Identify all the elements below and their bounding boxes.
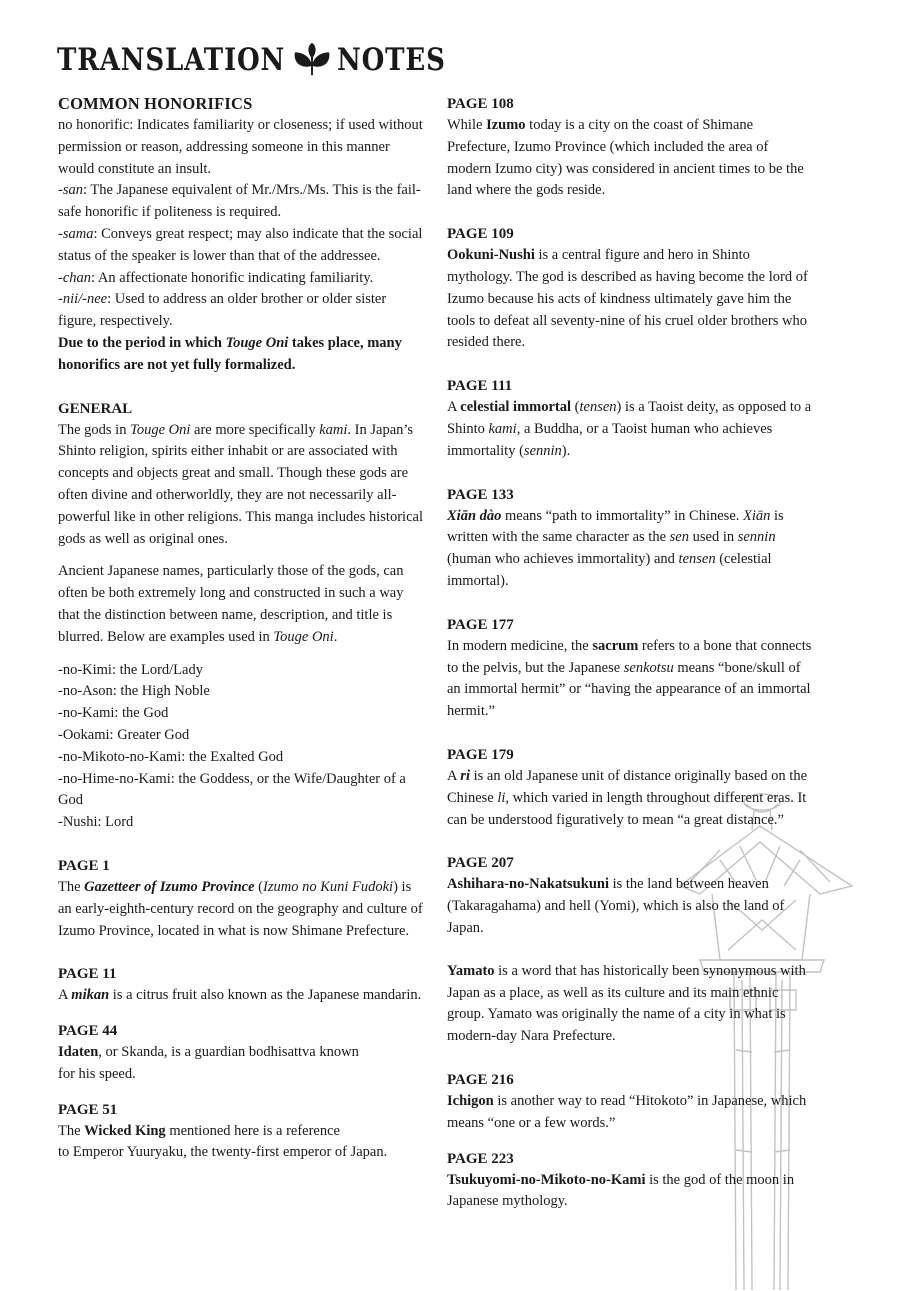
left-column [58,93,423,1177]
right-column [447,93,815,1226]
note-page-11 [58,963,423,1007]
list-item: -no-Ason: the High Noble [58,683,210,700]
list-item: -no-Kami: the God [58,705,169,722]
note-heading: PAGE 179 [447,746,514,763]
honorific-item: -chan: An affectionate honorific indicating familiarity. [58,269,374,286]
note-body: Ashihara-no-Nakatsukuni is the land between heaven (Takaragahama) and hell (Yomi), which is also the land of Japan. [447,876,785,936]
honorific-note: Due to the period in which Touge Oni takes place, many honorifics are not yet fully formalized. [58,334,402,373]
note-body: Xiān dào means “path to immortality” in Chinese. Xiān is written with the same character as the sen used in sennin (human who achieves immortality) and tensen (celestial immortal). [447,507,784,589]
honorific-item: -nii/-nee: Used to address an older brother or older sister figure, respectively. [58,291,387,330]
page-header [57,40,446,80]
note-page-51 [58,1099,423,1165]
general-paragraph: The gods in Touge Oni are more specifically kami. In Japan’s Shinto religion, spirits either inhabit or are associated with concepts and objects great and small. Though these gods are often divine and otherworldly, they are not necessarily all-powerful like in other religions. This manga includes historical gods as well as original ones. [58,421,423,547]
note-page-179 [447,744,815,831]
note-heading: PAGE 216 [447,1071,514,1088]
section-heading: COMMON HONORIFICS [58,94,253,113]
note-page-207 [447,852,815,1048]
honorifics-section [58,93,423,377]
note-page-1 [58,855,423,942]
note-body: Tsukuyomi-no-Mikoto-no-Kami is the god of the moon in Japanese mythology. [447,1171,795,1210]
note-body: A ri is an old Japanese unit of distance originally based on the Chinese li, which varied in length throughout different eras. It can be understood figuratively to mean “a great distance.” [447,767,808,828]
note-body: A celestial immortal (tensen) is a Taoist deity, as opposed to a Shinto kami, a Buddha, or a Taoist human who achieves immortality (sennin). [447,399,812,459]
section-heading: GENERAL [58,400,133,417]
note-heading: PAGE 1 [58,857,110,874]
note-heading: PAGE 11 [58,966,117,983]
note-heading: PAGE 177 [447,616,514,633]
list-item: -no-Hime-no-Kami: the Goddess, or the Wife/Daughter of a God [58,770,406,809]
note-page-216 [447,1069,815,1135]
general-section [58,398,423,834]
note-heading: PAGE 51 [58,1101,118,1118]
note-body: In modern medicine, the sacrum refers to a bone that connects to the pelvis, but the Japanese senkotsu means “bone/skull of an immortal hermit” or “having the appearance of an immortal hermit.” [447,637,812,720]
note-page-177 [447,614,815,723]
honorific-item: -san: The Japanese equivalent of Mr./Mrs./Ms. This is the fail-safe honorific if politeness is required. [58,182,421,221]
name-suffix-list [58,660,423,834]
page-title-word-translation: TRANSLATION [57,42,286,78]
note-body: While Izumo today is a city on the coast of Shimane Prefecture, Izumo Province (which included the area of modern Izumo city) was considered in ancient times to be the land where the gods reside. [447,117,804,199]
note-heading: PAGE 108 [447,96,514,112]
note-heading: PAGE 223 [447,1150,514,1167]
general-paragraph: Ancient Japanese names, particularly those of the gods, can often be both extremely long and constructed in such a way that the distinction between name, description, and title is blurred. Below are examples used in Touge Oni. [58,563,404,645]
note-heading: PAGE 111 [447,378,513,395]
honorific-item: no honorific: Indicates familiarity or closeness; if used without permission or reason, addressing someone in this manner would constitute an insult. [58,117,423,177]
note-page-109 [447,223,815,354]
list-item: -no-Mikoto-no-Kami: the Exalted God [58,748,284,765]
note-heading: PAGE 133 [447,486,514,503]
honorific-item: -sama: Conveys great respect; may also indicate that the social status of the speaker is lower than that of the addressee. [58,225,423,264]
note-heading: PAGE 44 [58,1023,118,1040]
page-title-word-notes: NOTES [337,42,446,78]
note-page-111 [447,375,815,462]
note-page-108 [447,93,815,202]
note-body: Yamato is a word that has historically been synonymous with Japan as a place, as well as its culture and its main ethnic group. Yamato was originally the name of a city in what is modern-day Nara Prefecture. [447,962,806,1045]
note-body: Ichigon is another way to read “Hitokoto” in Japanese, which means “one or a few words.” [447,1092,807,1131]
note-body: The Wicked King mentioned here is a reference to Emperor Yuuryaku, the twenty-first emperor of Japan. [58,1122,388,1161]
list-item: -no-Kimi: the Lord/Lady [58,661,203,678]
note-body: Ookuni-Nushi is a central figure and hero in Shinto mythology. The god is described as having become the lord of Izumo because his acts of kindness ultimately gave him the tools to defeat all seventy-nine of his cruel older brothers who resided there. [447,247,808,351]
note-body: The Gazetteer of Izumo Province (Izumo no Kuni Fudoki) is an early-eighth-century record on the geography and culture of Izumo Province, located in what is now Shimane Prefecture. [58,878,423,939]
note-page-133 [447,484,815,593]
list-item: -Ookami: Greater God [58,726,190,743]
note-body: Idaten, or Skanda, is a guardian bodhisattva known for his speed. [58,1044,359,1082]
note-page-44 [58,1020,423,1086]
note-page-223 [447,1148,815,1214]
leaf-emblem-icon [293,42,331,78]
note-body: A mikan is a citrus fruit also known as the Japanese mandarin. [58,987,422,1004]
note-heading: PAGE 207 [447,855,514,872]
list-item: -Nushi: Lord [58,814,134,831]
note-heading: PAGE 109 [447,226,514,243]
